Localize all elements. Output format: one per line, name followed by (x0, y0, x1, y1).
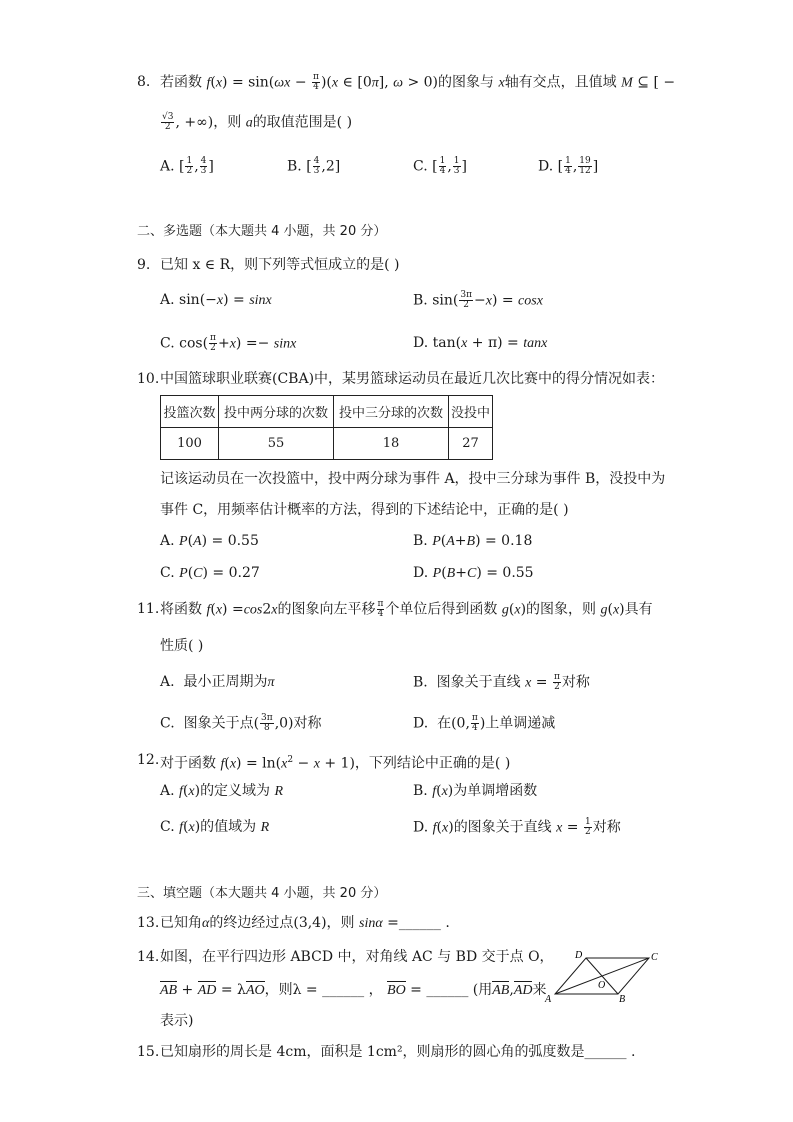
table-header-cell: 投中两分球的次数 (219, 396, 334, 428)
q12-option-b[interactable]: B. f(x)为单调增函数 (413, 783, 538, 799)
table-header-cell: 没投中 (449, 396, 493, 428)
q10-number: 10. (137, 371, 160, 387)
score-table (160, 395, 493, 460)
q9-number: 9. (137, 257, 151, 273)
q10-text-line1: 记该运动员在一次投篮中，投中两分球为事件 A，投中三分球为事件 B，没投中为 (160, 471, 666, 487)
label-o: O (598, 980, 606, 991)
table-header-row (161, 396, 493, 428)
q8-line2: $\frac{√3}{2}$ , +∞)，则 a的取值范围是( ) (162, 112, 353, 132)
q12-option-c[interactable]: C. f(x)的值域为 R (160, 819, 270, 835)
label-a: A (545, 994, 552, 1004)
q15-stem: 已知扇形的周长是 4cm，面积是 1cm²，则扇形的圆心角的弧度数是______ . (160, 1044, 636, 1060)
q10-option-a[interactable]: A. P(A) = 0.55 (160, 533, 259, 549)
table-cell: 27 (449, 428, 493, 460)
section-multiple-choice-title: 二、多选题（本大题共 4 小题，共 20 分） (137, 224, 387, 239)
q12-number: 12. (137, 752, 160, 768)
q9-option-d[interactable]: D. tan(x + π) = tanx (413, 335, 548, 351)
table-header-cell: 投中三分球的次数 (334, 396, 449, 428)
q13-stem: 已知角α的终边经过点(3,4)，则 sinα =______ . (160, 915, 450, 931)
q10-option-d[interactable]: D. P(B+C) = 0.55 (413, 565, 534, 581)
q9-stem: 已知 x ∈ R，则下列等式恒成立的是( ) (160, 257, 400, 273)
q11-line1: 将函数 f(x) =cos2x的图象向左平移 $\frac{\pi}{4}$ 个单位后得到函数 g(x)的图象，则 g(x)具有 (160, 599, 653, 619)
label-b: B (619, 994, 626, 1004)
q12-stem: 对于函数 $f(x) = \ln(x^2 - x + 1)$，下列结论中正确的是( ) (160, 755, 511, 772)
table-header-cell: 投篮次数 (161, 396, 219, 428)
label-c: C (651, 952, 658, 963)
q10-option-c[interactable]: C. P(C) = 0.27 (160, 565, 260, 581)
q8-option-c[interactable]: C. [ $\frac{1}{4}$ , $\frac{1}{3}$ ] (413, 156, 467, 176)
q8-number: 8. (137, 74, 151, 90)
q8-option-a[interactable]: A. [ $\frac{1}{2}$ , $\frac{4}{3}$ ] (160, 156, 214, 176)
q10-option-b[interactable]: B. P(A+B) = 0.18 (413, 533, 533, 549)
label-d: D (575, 950, 583, 961)
parallelogram-figure (543, 946, 665, 1004)
q11-option-d[interactable]: D. 在(0, $\frac{\pi}{4}$ )上单调递减 (413, 713, 556, 733)
table-cell: 100 (161, 428, 219, 460)
q11-option-a[interactable]: A. 最小正周期为π (160, 674, 275, 690)
q14-line1: 如图，在平行四边形 ABCD 中，对角线 AC 与 BD 交于点 O， (160, 949, 554, 965)
q11-number: 11. (137, 601, 160, 617)
q14-line2: AB + AD = λAO，则λ = ______ ， BO = ______ (用AB,AD来 (160, 982, 547, 998)
q8-line1: 若函数 f(x) = sin(ωx − $\frac{\pi}{4}$ )(x ∈ [0π], ω > 0)的图象与 x轴有交点，且值域 M ⊆ [ − (160, 72, 676, 92)
table-cell: 18 (334, 428, 449, 460)
q11-option-b[interactable]: B. 图象关于直线 x = $\frac{\pi}{2}$ 对称 (413, 672, 590, 692)
table-row (161, 428, 493, 460)
q13-number: 13. (137, 915, 160, 931)
q14-number: 14. (137, 949, 160, 965)
pi-over-4-fraction: $\frac{\pi}{4}$ (313, 72, 319, 92)
q12-option-d[interactable]: D. f(x)的图象关于直线 x = $\frac{1}{2}$ 对称 (413, 817, 621, 837)
q8-option-d[interactable]: D. [ $\frac{1}{4}$ , $\frac{19}{12}$ ] (538, 156, 599, 176)
section-fill-in-title: 三、填空题（本大题共 4 小题，共 20 分） (137, 886, 387, 901)
table-cell: 55 (219, 428, 334, 460)
sqrt3-over-2-fraction: $\frac{√3}{2}$ (162, 112, 174, 132)
q15-number: 15. (137, 1044, 160, 1060)
q14-line3: 表示) (160, 1013, 194, 1029)
q10-text-line2: 事件 C，用频率估计概率的方法，得到的下述结论中，正确的是( ) (160, 502, 569, 518)
q8-option-b[interactable]: B. [ $\frac{4}{3}$ ,2] (287, 156, 341, 176)
q11-line2: 性质( ) (160, 638, 204, 654)
q9-option-c[interactable]: C. cos( $\frac{\pi}{2}$ +x) =− sinx (160, 333, 297, 353)
q9-option-b[interactable]: B. sin( $\frac{3\pi}{2}$ −x) = cosx (413, 290, 543, 310)
q10-stem: 中国篮球职业联赛(CBA)中，某男篮球运动员在最近几次比赛中的得分情况如表： (160, 371, 665, 387)
q11-option-c[interactable]: C. 图象关于点( $\frac{3\pi}{8}$ ,0)对称 (160, 713, 322, 733)
q12-option-a[interactable]: A. f(x)的定义域为 R (160, 783, 284, 799)
q9-option-a[interactable]: A. sin(−x) = sinx (160, 292, 272, 308)
